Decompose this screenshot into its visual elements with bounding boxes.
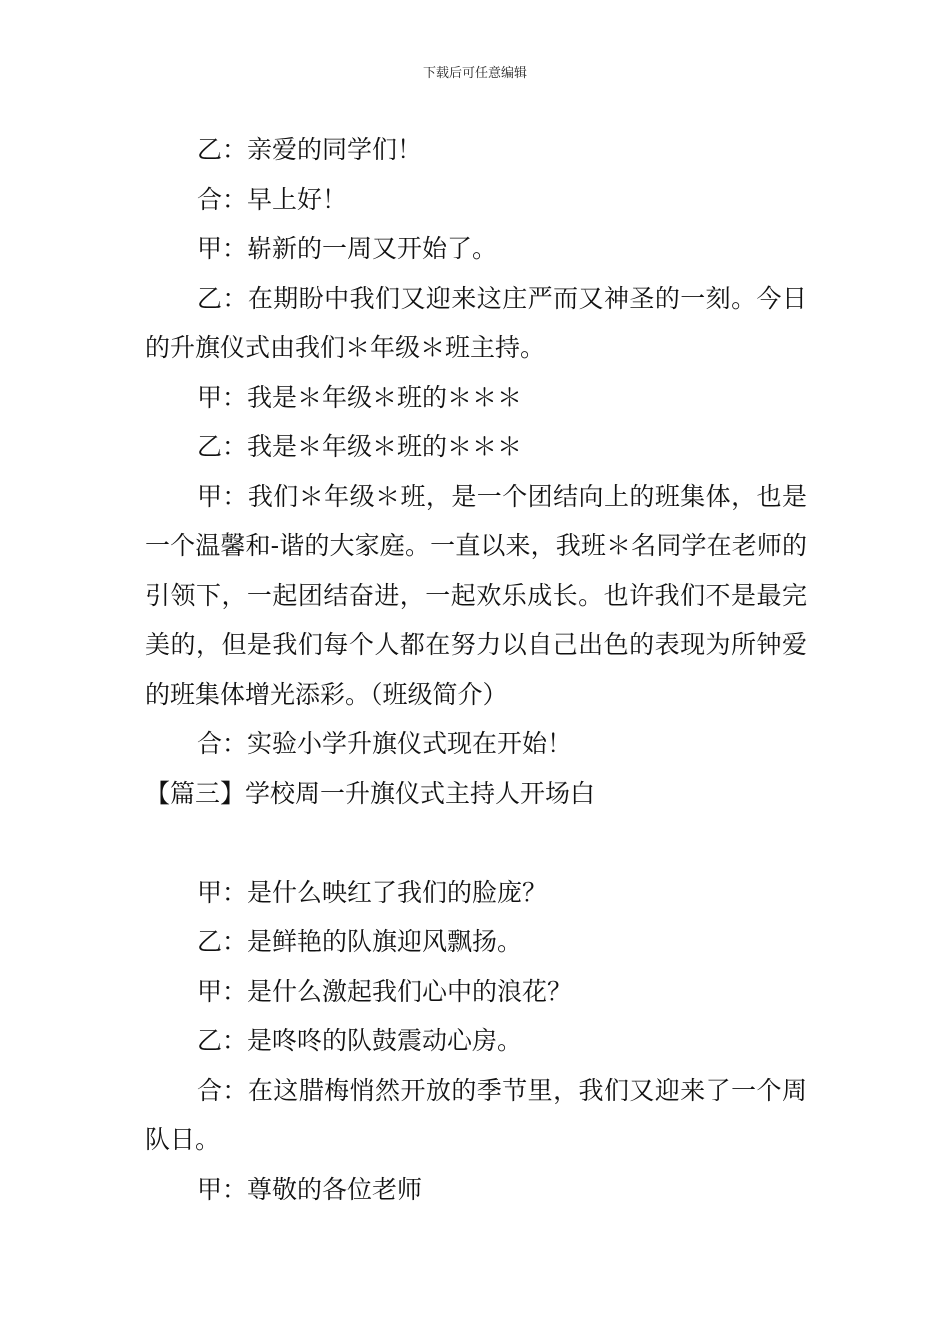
paragraph: 合：早上好！ — [197, 184, 348, 214]
section-heading: 【篇三】学校周一升旗仪式主持人开场白 — [145, 778, 596, 808]
paragraph: 乙：我是＊年级＊班的＊＊＊ — [197, 432, 523, 461]
paragraph: 甲：我是＊年级＊班的＊＊＊ — [197, 382, 523, 412]
paragraph: 甲：是什么激起我们心中的浪花？ — [197, 976, 573, 1006]
paragraph: 甲：尊敬的各位老师 — [197, 1174, 423, 1204]
blank-line — [145, 818, 807, 868]
paragraph: 合：实验小学升旗仪式现在开始！ — [197, 729, 573, 758]
paragraph: 乙：是咚咚的队鼓震动心房。 — [197, 1026, 523, 1055]
paragraph: 合：在这腊梅悄然开放的季节里，我们又迎来了一个周队日。 — [145, 1075, 807, 1154]
page-header: 下载后可任意编辑 — [422, 66, 527, 81]
paragraph: 乙：是鲜艳的队旗迎风飘扬。 — [197, 927, 523, 956]
paragraph: 乙：亲爱的同学们！ — [197, 135, 423, 164]
paragraph: 甲：崭新的一周又开始了。 — [197, 234, 498, 263]
paragraph: 乙：在期盼中我们又迎来这庄严而又神圣的一刻。今日的升旗仪式由我们＊年级＊班主持。 — [145, 283, 807, 362]
document-body — [145, 125, 807, 1214]
paragraph: 甲：是什么映红了我们的脸庞？ — [197, 877, 548, 907]
paragraph: 甲：我们＊年级＊班，是一个团结向上的班集体，也是一个温馨和-谐的大家庭。一直以来，我班＊名同学在老师的引领下，一起团结奋进，一起欢乐成长。也许我们不是最完美的，但是我们每个人都在努力以自己出色的表现为所钟爱的班集体增光添彩。（班级简介） — [145, 481, 807, 709]
